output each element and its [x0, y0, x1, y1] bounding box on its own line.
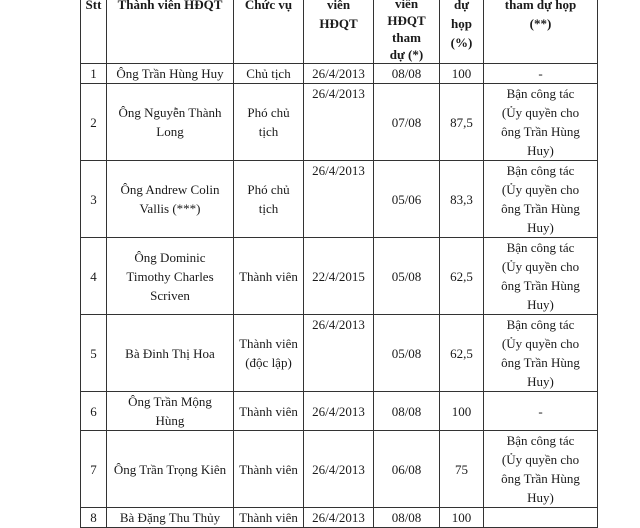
header-reason: tham dự họp (**) — [484, 0, 598, 64]
header-start-date: viên HĐQT — [304, 0, 374, 64]
member-name: Ông Trần Mộng Hùng — [107, 392, 234, 431]
member-position: Thành viên — [234, 508, 304, 528]
row-stt: 8 — [81, 508, 107, 528]
header-attended: viên HĐQT tham dự (*) — [374, 0, 440, 64]
member-name: Bà Đặng Thu Thủy — [107, 508, 234, 528]
attendance-rate: 62,5 — [440, 238, 484, 315]
attendance-rate: 83,3 — [440, 161, 484, 238]
absence-reason: Bận công tác (Ủy quyền cho ông Trần Hùng Huy) — [484, 431, 598, 508]
member-name: Ông Dominic Timothy Charles Scriven — [107, 238, 234, 315]
member-name: Ông Trần Trọng Kiên — [107, 431, 234, 508]
attendance-rate: 75 — [440, 431, 484, 508]
table-row — [81, 238, 598, 315]
header-position: Chức vụ — [234, 0, 304, 64]
attended-count: 08/08 — [374, 508, 440, 528]
start-date: 26/4/2013 — [304, 315, 374, 392]
member-position: Chủ tịch — [234, 64, 304, 84]
start-date: 26/4/2013 — [304, 431, 374, 508]
start-date: 26/4/2013 — [304, 508, 374, 528]
header-member: Thành viên HĐQT — [107, 0, 234, 64]
row-stt: 1 — [81, 64, 107, 84]
row-stt: 5 — [81, 315, 107, 392]
absence-reason: Bận công tác (Ủy quyền cho ông Trần Hùng Huy) — [484, 161, 598, 238]
start-date: 26/4/2013 — [304, 161, 374, 238]
attended-count: 05/08 — [374, 315, 440, 392]
table-row — [81, 84, 598, 161]
member-position: Thành viên — [234, 431, 304, 508]
attended-count: 08/08 — [374, 392, 440, 431]
absence-reason: Bận công tác (Ủy quyền cho ông Trần Hùng Huy) — [484, 315, 598, 392]
row-stt: 4 — [81, 238, 107, 315]
attendance-rate: 62,5 — [440, 315, 484, 392]
table-row — [81, 315, 598, 392]
attended-count: 08/08 — [374, 64, 440, 84]
start-date: 26/4/2013 — [304, 64, 374, 84]
member-position: Thành viên (độc lập) — [234, 315, 304, 392]
board-attendance-table — [80, 0, 598, 528]
attended-count: 05/06 — [374, 161, 440, 238]
absence-reason: Bận công tác (Ủy quyền cho ông Trần Hùng Huy) — [484, 238, 598, 315]
header-stt: Stt — [81, 0, 107, 64]
table-row — [81, 508, 598, 528]
absence-reason: Bận công tác (Ủy quyền cho ông Trần Hùng Huy) — [484, 84, 598, 161]
start-date: 26/4/2013 — [304, 392, 374, 431]
row-stt: 3 — [81, 161, 107, 238]
member-name: Ông Trần Hùng Huy — [107, 64, 234, 84]
row-stt: 7 — [81, 431, 107, 508]
attendance-rate: 100 — [440, 508, 484, 528]
table-row — [81, 64, 598, 84]
absence-reason: - — [484, 392, 598, 431]
table-row — [81, 392, 598, 431]
header-rate: dự họp (%) — [440, 0, 484, 64]
attended-count: 06/08 — [374, 431, 440, 508]
member-position: Phó chủ tịch — [234, 161, 304, 238]
attendance-rate: 87,5 — [440, 84, 484, 161]
absence-reason: - — [484, 64, 598, 84]
member-position: Thành viên — [234, 392, 304, 431]
attendance-rate: 100 — [440, 64, 484, 84]
attended-count: 07/08 — [374, 84, 440, 161]
table-row — [81, 161, 598, 238]
start-date: 26/4/2013 — [304, 84, 374, 161]
row-stt: 6 — [81, 392, 107, 431]
start-date: 22/4/2015 — [304, 238, 374, 315]
member-position: Phó chủ tịch — [234, 84, 304, 161]
absence-reason — [484, 508, 598, 528]
row-stt: 2 — [81, 84, 107, 161]
attended-count: 05/08 — [374, 238, 440, 315]
table-row — [81, 431, 598, 508]
member-name: Ông Nguyễn Thành Long — [107, 84, 234, 161]
member-name: Ông Andrew Colin Vallis (***) — [107, 161, 234, 238]
member-name: Bà Đinh Thị Hoa — [107, 315, 234, 392]
member-position: Thành viên — [234, 238, 304, 315]
header-row — [81, 0, 598, 64]
attendance-rate: 100 — [440, 392, 484, 431]
